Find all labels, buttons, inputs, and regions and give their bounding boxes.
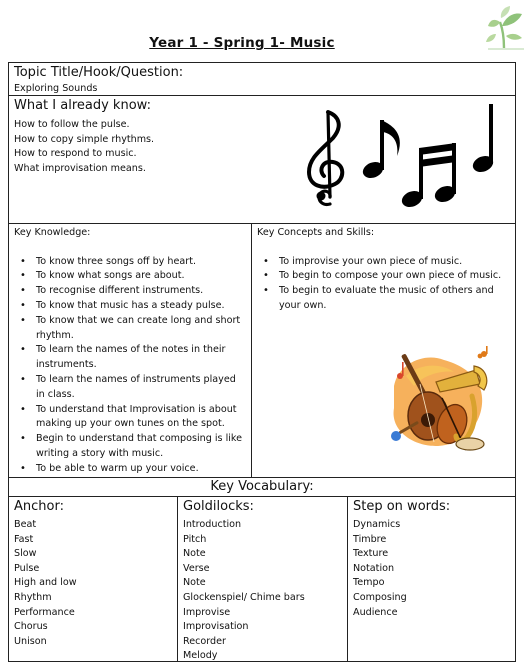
anchor-list xyxy=(14,518,172,649)
list-item: How to copy simple rhythms. xyxy=(14,133,155,145)
goldilocks-column xyxy=(178,497,348,662)
list-item: Audience xyxy=(353,606,398,618)
list-item: Pulse xyxy=(14,562,40,574)
list-item: • To learn the names of instruments played in class. xyxy=(36,373,246,403)
list-item: • To know what songs are about. xyxy=(36,269,246,284)
tree-logo-icon xyxy=(484,4,526,52)
list-item: Unison xyxy=(14,635,47,647)
goldilocks-heading: Goldilocks: xyxy=(183,499,254,514)
list-item: Tempo xyxy=(353,577,385,589)
instruments-collage-icon xyxy=(384,346,494,458)
vocabulary-header xyxy=(9,478,515,497)
list-item: Slow xyxy=(14,548,37,560)
list-item: • To recognise different instruments. xyxy=(36,284,246,299)
list-item: Melody xyxy=(183,650,218,662)
list-item: • To improvise your own piece of music. xyxy=(279,255,510,270)
list-item: Composing xyxy=(353,591,407,603)
list-item: Note xyxy=(183,548,206,560)
knowledge-concepts-section xyxy=(9,224,515,478)
step-on-column xyxy=(348,497,515,662)
page-title: Year 1 - Spring 1- Music xyxy=(149,35,335,51)
list-item: Notation xyxy=(353,562,395,574)
list-item: Pitch xyxy=(183,533,207,545)
list-item: High and low xyxy=(14,577,77,589)
step-on-list xyxy=(353,518,510,620)
list-item: • To be able to warm up your voice. xyxy=(36,462,246,477)
organiser-frame xyxy=(8,62,516,662)
goldilocks-list xyxy=(183,518,342,664)
list-item: • To know that music has a steady pulse. xyxy=(36,299,246,314)
list-item: Improvisation xyxy=(183,621,249,633)
list-item: Dynamics xyxy=(353,519,401,530)
list-item: • To know three songs off by heart. xyxy=(36,255,246,270)
list-item: • To begin to evaluate the music of others and your own. xyxy=(279,284,510,314)
list-item: Timbre xyxy=(353,533,387,545)
list-item: Introduction xyxy=(183,519,242,530)
key-knowledge-heading: Key Knowledge: xyxy=(14,227,91,238)
anchor-column xyxy=(9,497,178,662)
list-item: Verse xyxy=(183,562,210,574)
vocabulary-section xyxy=(9,497,515,662)
list-item: How to follow the pulse. xyxy=(14,119,130,130)
list-item: Performance xyxy=(14,606,75,618)
key-knowledge-column xyxy=(9,224,252,477)
topic-section xyxy=(9,63,515,96)
list-item: • To learn the names of the notes in their instruments. xyxy=(36,343,246,373)
key-knowledge-list xyxy=(14,255,246,477)
list-item: • To begin to compose your own piece of music. xyxy=(279,269,510,284)
key-concepts-list xyxy=(257,255,510,314)
topic-value: Exploring Sounds xyxy=(14,83,98,94)
list-item: • To understand that Improvisation is about making up your own tunes on the spot. xyxy=(36,403,246,433)
list-item: Beat xyxy=(14,519,37,530)
key-concepts-heading: Key Concepts and Skills: xyxy=(257,227,375,238)
list-item: How to respond to music. xyxy=(14,148,137,160)
music-notes-icon xyxy=(303,102,495,216)
topic-heading: Topic Title/Hook/Question: xyxy=(14,65,184,80)
list-item: Chorus xyxy=(14,621,48,633)
list-item: What improvisation means. xyxy=(14,162,146,174)
anchor-heading: Anchor: xyxy=(14,499,64,514)
list-item: Note xyxy=(183,577,206,589)
list-item: Texture xyxy=(353,548,389,560)
list-item: Fast xyxy=(14,533,34,545)
already-know-section xyxy=(9,96,515,224)
list-item: Rhythm xyxy=(14,591,52,603)
key-concepts-column xyxy=(252,224,515,477)
list-item: Improvise xyxy=(183,606,231,618)
step-on-heading: Step on words: xyxy=(353,499,451,514)
list-item: Glockenspiel/ Chime bars xyxy=(183,591,305,603)
list-item: Recorder xyxy=(183,635,226,647)
list-item: • To know that we can create long and short rhythm. xyxy=(36,314,246,344)
list-item: • Begin to understand that composing is like writing a story with music. xyxy=(36,432,246,462)
vocabulary-heading: Key Vocabulary: xyxy=(210,479,314,494)
already-know-heading: What I already know: xyxy=(14,98,151,113)
